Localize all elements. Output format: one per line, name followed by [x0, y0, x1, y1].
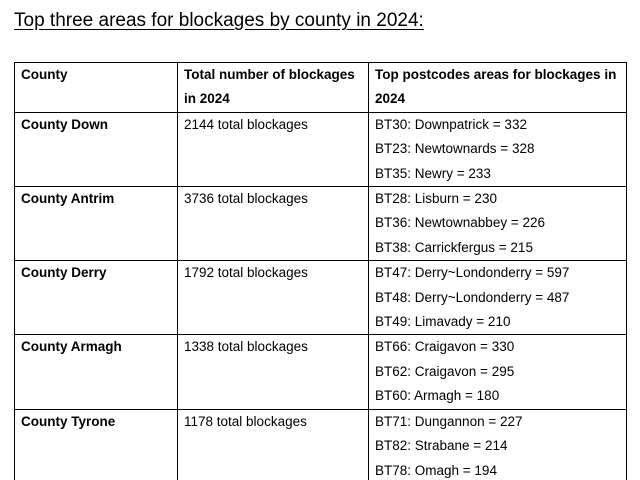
postcode-list — [369, 187, 627, 261]
total-blockages: 3736 total blockages — [178, 187, 369, 261]
header-postcodes-line: 2024 — [375, 91, 406, 107]
postcode-item: BT23: Newtownards = 328 — [375, 141, 535, 157]
postcode-list — [369, 112, 627, 186]
header-total — [178, 63, 369, 113]
county-name: County Armagh — [15, 335, 178, 409]
postcode-item: BT30: Downpatrick = 332 — [375, 116, 527, 132]
postcode-list — [369, 335, 627, 409]
header-postcodes — [369, 63, 627, 113]
postcode-item: BT71: Dungannon = 227 — [375, 413, 523, 429]
postcode-item: BT28: Lisburn = 230 — [375, 191, 497, 207]
table-row — [15, 112, 627, 186]
page-title: Top three areas for blockages by county in 2024: — [14, 10, 424, 31]
table-header-row — [15, 63, 627, 113]
table-row — [15, 187, 627, 261]
postcode-item: BT35: Newry = 233 — [375, 165, 491, 181]
postcode-item: BT47: Derry~Londonderry = 597 — [375, 265, 570, 281]
county-name: County Tyrone — [15, 409, 178, 480]
postcode-item: BT36: Newtownabbey = 226 — [375, 215, 545, 231]
header-postcodes-line: Top postcodes areas for blockages in — [375, 67, 617, 82]
postcode-item: BT38: Carrickfergus = 215 — [375, 239, 533, 255]
postcode-item: BT49: Limavady = 210 — [375, 314, 511, 330]
postcode-item: BT82: Strabane = 214 — [375, 438, 508, 454]
postcode-item: BT48: Derry~Londonderry = 487 — [375, 289, 570, 305]
postcode-item: BT66: Craigavon = 330 — [375, 339, 515, 355]
total-blockages: 2144 total blockages — [178, 112, 369, 186]
total-blockages: 1792 total blockages — [178, 261, 369, 335]
table-row — [15, 409, 627, 480]
header-county — [15, 63, 178, 113]
table-row — [15, 261, 627, 335]
postcode-list — [369, 409, 627, 480]
total-blockages: 1338 total blockages — [178, 335, 369, 409]
header-total-line: in 2024 — [184, 91, 230, 107]
county-name: County Derry — [15, 261, 178, 335]
total-blockages: 1178 total blockages — [178, 409, 369, 480]
postcode-item: BT60: Armagh = 180 — [375, 388, 500, 404]
header-total-line: Total number of blockages — [184, 67, 355, 82]
county-name: County Down — [15, 112, 178, 186]
postcode-item: BT62: Craigavon = 295 — [375, 363, 515, 379]
header-county-label: County — [21, 67, 68, 82]
table-row — [15, 335, 627, 409]
blockages-table — [14, 62, 627, 480]
postcode-item: BT78: Omagh = 194 — [375, 462, 497, 478]
county-name: County Antrim — [15, 187, 178, 261]
postcode-list — [369, 261, 627, 335]
